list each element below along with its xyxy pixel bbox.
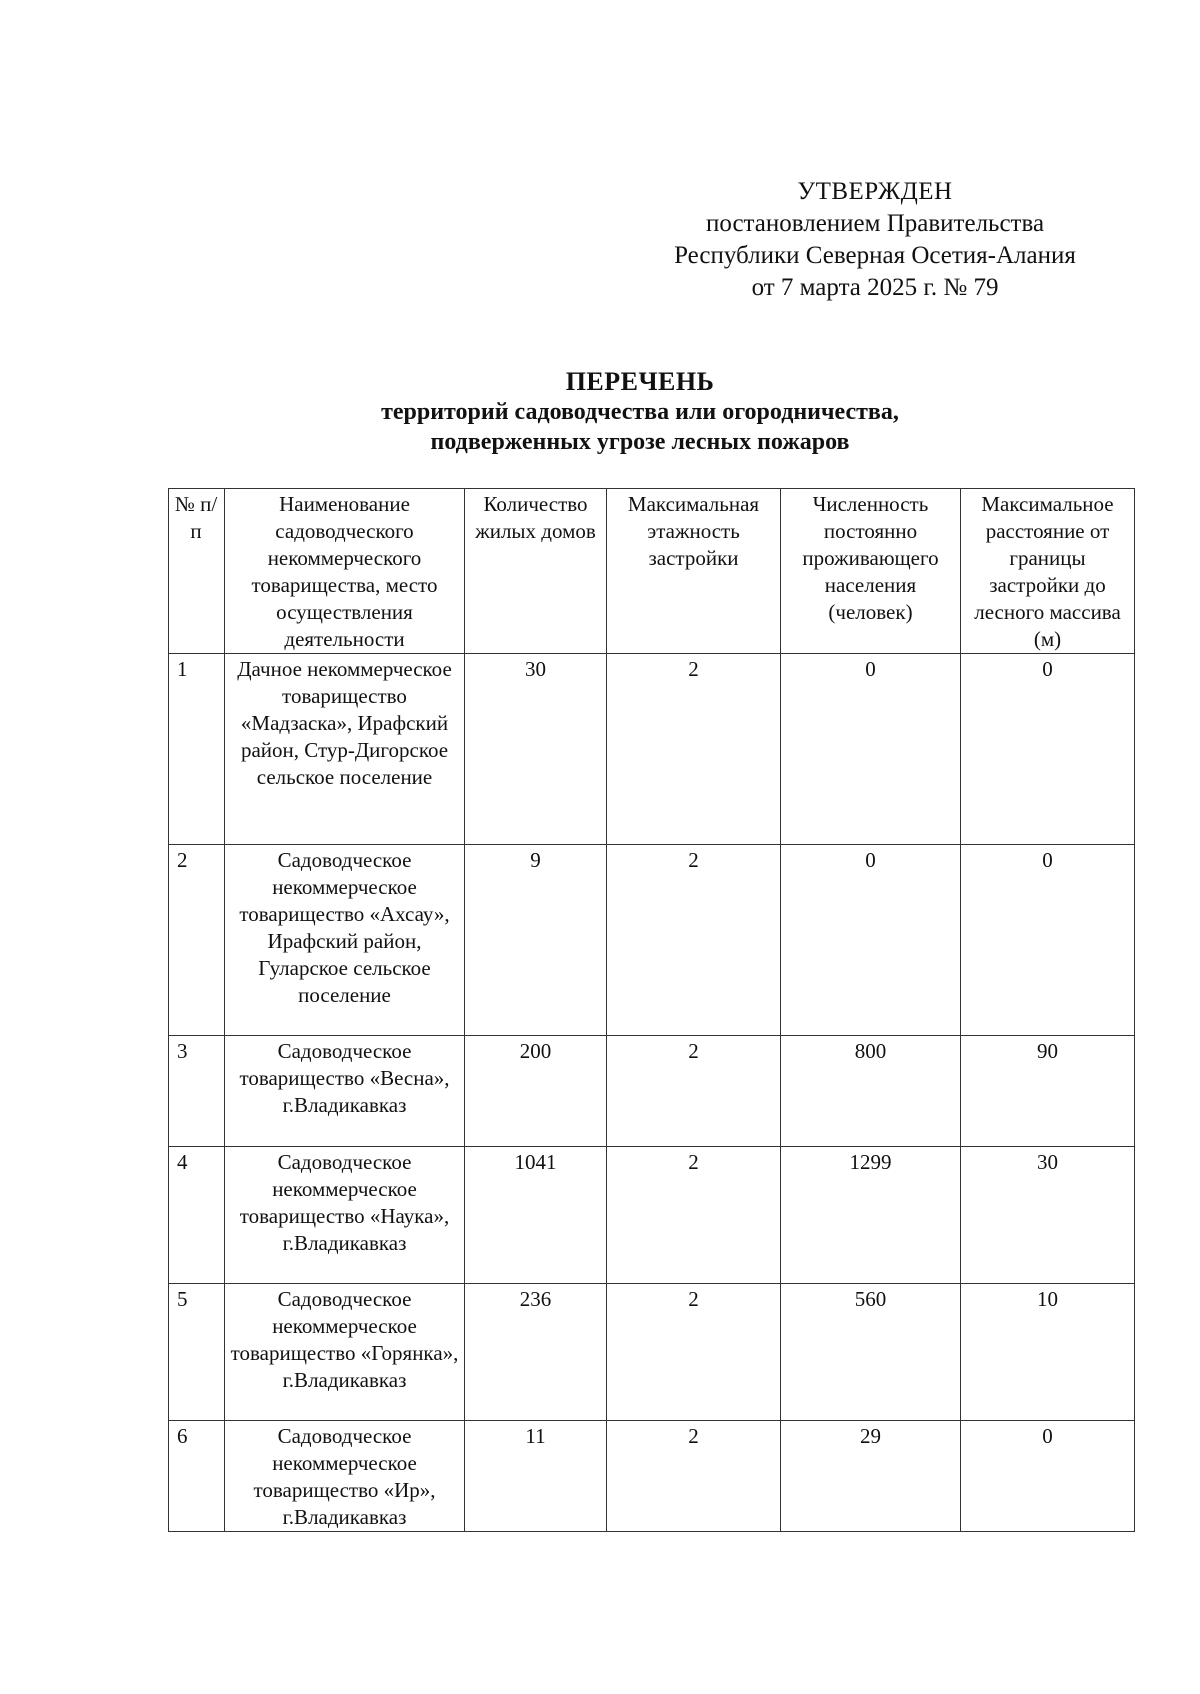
cell-population: 29 bbox=[781, 1421, 961, 1532]
cell-houses: 9 bbox=[465, 845, 607, 1036]
cell-distance: 0 bbox=[961, 845, 1135, 1036]
cell-distance: 90 bbox=[961, 1036, 1135, 1147]
table-row bbox=[169, 1284, 1135, 1421]
table-row bbox=[169, 1036, 1135, 1147]
territories-table bbox=[168, 488, 1135, 1532]
table-header-row bbox=[169, 489, 1135, 654]
title-subtitle-1: территорий садоводчества или огородничества, bbox=[381, 399, 899, 425]
approval-line-3: от 7 марта 2025 г. № 79 bbox=[751, 274, 999, 301]
approval-line-2: Республики Северная Осетия-Алания bbox=[674, 242, 1076, 269]
cell-name: Садоводческое некоммерческое товарищество «Горянка», г.Владикавказ bbox=[225, 1284, 465, 1421]
cell-population: 0 bbox=[781, 654, 961, 845]
cell-houses: 11 bbox=[465, 1421, 607, 1532]
cell-distance: 0 bbox=[961, 654, 1135, 845]
header-distance: Максимальное расстояние от границы застройки до лесного массива (м) bbox=[961, 489, 1135, 654]
cell-number: 3 bbox=[169, 1036, 225, 1147]
approval-heading: УТВЕРЖДЕН bbox=[797, 178, 953, 205]
cell-name: Дачное некоммерческое товарищество «Мадзаска», Ирафский район, Стур-Дигорское сельское поселение bbox=[225, 654, 465, 845]
cell-name: Садоводческое товарищество «Весна», г.Владикавказ bbox=[225, 1036, 465, 1147]
cell-houses: 30 bbox=[465, 654, 607, 845]
document-title bbox=[200, 367, 1080, 457]
header-number: № п/п bbox=[169, 489, 225, 654]
table-row bbox=[169, 845, 1135, 1036]
cell-floors: 2 bbox=[607, 845, 781, 1036]
cell-number: 6 bbox=[169, 1421, 225, 1532]
cell-houses: 200 bbox=[465, 1036, 607, 1147]
cell-floors: 2 bbox=[607, 1421, 781, 1532]
table-row bbox=[169, 654, 1135, 845]
cell-population: 0 bbox=[781, 845, 961, 1036]
cell-name: Садоводческое некоммерческое товарищество «Наука», г.Владикавказ bbox=[225, 1147, 465, 1284]
cell-floors: 2 bbox=[607, 1284, 781, 1421]
header-houses: Количество жилых домов bbox=[465, 489, 607, 654]
cell-population: 1299 bbox=[781, 1147, 961, 1284]
cell-number: 4 bbox=[169, 1147, 225, 1284]
title-subtitle-2: подверженных угрозе лесных пожаров bbox=[430, 429, 850, 455]
table-row bbox=[169, 1421, 1135, 1532]
header-floors: Максимальная этажность застройки bbox=[607, 489, 781, 654]
cell-distance: 30 bbox=[961, 1147, 1135, 1284]
cell-floors: 2 bbox=[607, 654, 781, 845]
header-population: Численность постоянно проживающего населения (человек) bbox=[781, 489, 961, 654]
cell-distance: 10 bbox=[961, 1284, 1135, 1421]
approval-block bbox=[640, 176, 1110, 304]
cell-floors: 2 bbox=[607, 1147, 781, 1284]
cell-population: 560 bbox=[781, 1284, 961, 1421]
cell-number: 1 bbox=[169, 654, 225, 845]
cell-number: 2 bbox=[169, 845, 225, 1036]
title-main: ПЕРЕЧЕНЬ bbox=[565, 367, 715, 396]
cell-name: Садоводческое некоммерческое товарищество «Ахсау», Ирафский район, Гуларское сельское поселение bbox=[225, 845, 465, 1036]
cell-distance: 0 bbox=[961, 1421, 1135, 1532]
cell-houses: 236 bbox=[465, 1284, 607, 1421]
table-row bbox=[169, 1147, 1135, 1284]
cell-name: Садоводческое некоммерческое товарищество «Ир», г.Владикавказ bbox=[225, 1421, 465, 1532]
cell-population: 800 bbox=[781, 1036, 961, 1147]
header-name: Наименование садоводческого некоммерческого товарищества, место осуществления деятельности bbox=[225, 489, 465, 654]
cell-number: 5 bbox=[169, 1284, 225, 1421]
approval-line-1: постановлением Правительства bbox=[705, 210, 1045, 237]
cell-floors: 2 bbox=[607, 1036, 781, 1147]
cell-houses: 1041 bbox=[465, 1147, 607, 1284]
